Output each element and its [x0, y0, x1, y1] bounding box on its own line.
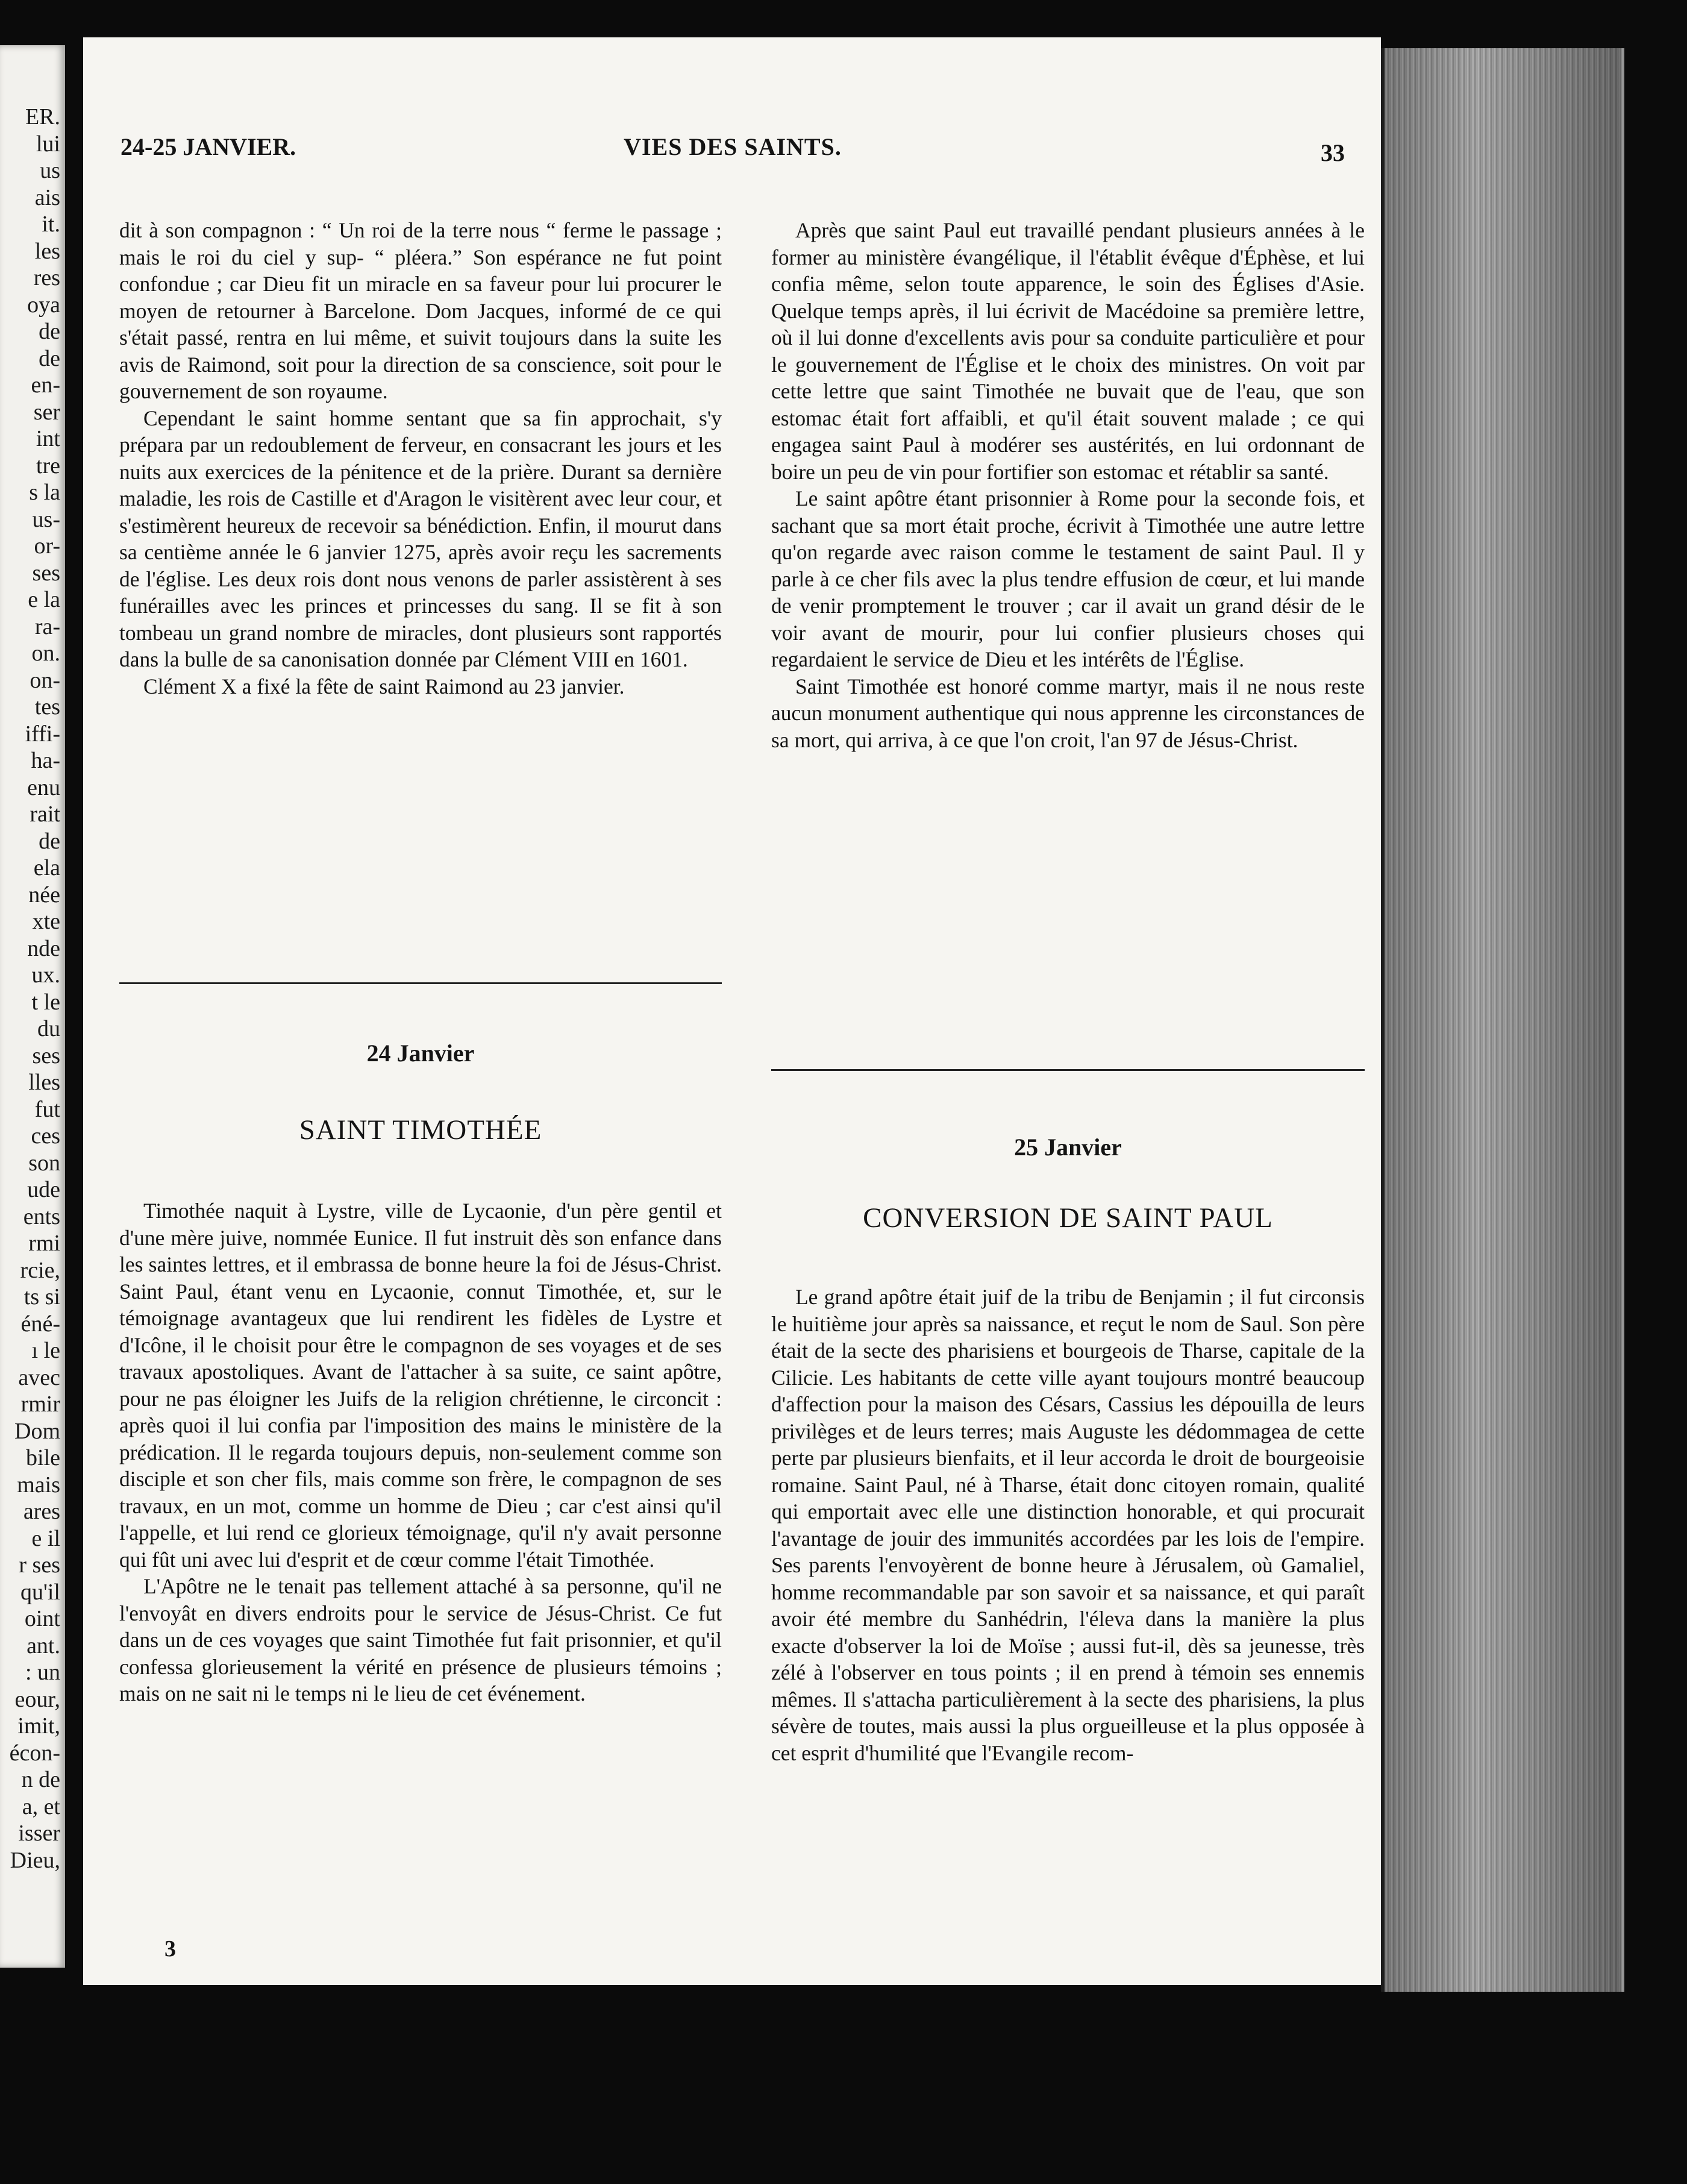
previous-page-fragment: ela — [33, 855, 60, 880]
previous-page-fragment: lui — [36, 131, 60, 157]
previous-page-fragment: ents — [23, 1203, 60, 1229]
previous-page-fragment: avec — [18, 1364, 60, 1390]
previous-page-fragment: oya — [27, 292, 60, 318]
previous-page-fragment: rmi — [28, 1231, 60, 1256]
section-date: 24 Janvier — [366, 1040, 475, 1067]
previous-page-fragment: en- — [31, 372, 60, 398]
previous-page-fragment: ude — [27, 1177, 60, 1202]
book-page — [83, 37, 1381, 1985]
previous-page-fragment: lles — [28, 1070, 60, 1095]
previous-page-fragment: ais — [34, 184, 60, 210]
previous-page-fragment: les — [34, 238, 60, 264]
section-divider — [771, 1069, 1365, 1071]
previous-page-fragment: fut — [34, 1096, 60, 1122]
previous-page-fragment: ses — [32, 560, 60, 586]
left-column-continuation — [119, 217, 722, 700]
previous-page-fragment: Dieu, — [10, 1847, 60, 1873]
previous-page-fragment: or- — [34, 533, 60, 559]
signature-mark: 3 — [164, 1936, 176, 1962]
paragraph: L'Apôtre ne le tenait pas tellement attaché à sa personne, qu'il ne l'envoyât en divers endroits pour le service de Jésus-Christ. Ce fut dans un de ces voyages que saint Timothée fut fait prisonnier, et qu'il confessa glorieusement la vérité en présence de plusieurs témoins ; mais on ne sait ni le temps ni le lieu de cet événement. — [119, 1574, 722, 1705]
previous-page-fragment: ER. — [25, 104, 60, 130]
previous-page-fragment: it. — [42, 212, 60, 237]
paragraph: Clément X a fixé la fête de saint Raimond au 23 janvier. — [143, 674, 625, 698]
previous-page-fragment: de — [39, 319, 60, 344]
previous-page-fragment: qu'il — [20, 1579, 60, 1605]
previous-page-fragment: enu — [27, 774, 60, 800]
previous-page-fragment: rmir — [20, 1392, 60, 1417]
book-page-edge-shade — [1381, 48, 1621, 1992]
previous-page-fragment: e il — [31, 1525, 60, 1551]
previous-page-fragment: ser — [33, 399, 60, 425]
header-dates: 24-25 JANVIER. — [120, 133, 296, 160]
previous-page-fragment: imit, — [17, 1713, 60, 1739]
previous-page-fragment: nde — [27, 935, 60, 961]
previous-page-fragment: oint — [24, 1606, 60, 1631]
left-column-body — [119, 1197, 722, 1707]
section-date: 25 Janvier — [1014, 1134, 1122, 1161]
section-title: SAINT TIMOTHÉE — [299, 1114, 542, 1146]
right-column-body — [771, 1284, 1365, 1766]
paragraph: Cependant le saint homme sentant que sa fin approchait, s'y prépara par un redoublement de ferveur, en consacrant les jours et les nuits aux exercices de la pénitence et de la prière. Durant sa dernière maladie, les rois de Castille et d'Aragon le visitèrent avec leur cour, et s'estimèrent heureux de recevoir sa bénédiction. Enfin, il mourut dans sa centième année le 6 janvier 1275, après avoir reçu les sacrements de l'église. Les deux rois dont nous venons de parler assistèrent à ses funérailles avec les princes et princesses du sang. Il se fit à son tombeau un grand nombre de miracles, dont plusieurs sont rapportés dans la bulle de sa canonisation donnée par Clément VIII en 1601. — [119, 406, 722, 671]
previous-page-fragment: s la — [29, 480, 60, 505]
previous-page-fragment: res — [33, 265, 60, 290]
previous-page-fragment: de — [39, 345, 60, 371]
previous-page-fragment: int — [36, 426, 60, 451]
previous-page-fragment: tre — [36, 453, 60, 479]
previous-page-fragment: tes — [34, 694, 60, 720]
paragraph: Le saint apôtre étant prisonnier à Rome pour la seconde fois, et sachant que sa mort était proche, écrivit à Timothée une autre lettre qu'on regarde avec raison comme le testament de saint Paul. Il y parle à ce cher fils avec la plus tendre effusion de cœur, et lui mande de venir promptement le trouver ; car il avait un grand désir de le voir avant de mourir, pour lui confier plusieurs choses qui regardaient le service de Dieu et les intérêts de l'Église. — [771, 486, 1365, 671]
previous-page-fragment: t le — [31, 989, 60, 1015]
previous-page-fragment: eour, — [14, 1686, 60, 1712]
previous-page-fragment: de — [39, 828, 60, 854]
previous-page-fragment: du — [37, 1016, 60, 1041]
header-title: VIES DES SAINTS. — [624, 133, 842, 160]
previous-page-fragment: r ses — [19, 1552, 60, 1578]
previous-page-fragment: ts si — [23, 1284, 60, 1310]
right-column-continuation — [771, 217, 1365, 753]
section-title: CONVERSION DE SAINT PAUL — [863, 1202, 1273, 1234]
previous-page-fragment: : un — [25, 1660, 60, 1685]
paragraph: Timothée naquit à Lystre, ville de Lycaonie, d'un père gentil et d'une mère juive, nommée Eunice. Il fut instruit dès son enfance dans les saintes lettres, et il embrassa de bonne heure la foi de Jésus-Christ. Saint Paul, étant venu en Lycaonie, connut Timothée, et, sur le témoignage avantageux que lui rendirent les fidèles de Lystre et d'Icône, il le choisit pour être le compagnon de ses voyages et de ses travaux apostoliques. Avant de l'attacher à sa suite, ce saint apôtre, pour ne pas éloigner les Juifs de la religion chrétienne, le circoncit : après quoi il lui confia par l'imposition des mains le ministère de la prédication. Il le regarda toujours depuis, non-seulement comme son disciple et son cher fils, mais comme son frère, le compagnon de ses travaux, en un mot, comme un homme de Dieu ; car c'est ainsi qu'il l'appelle, et lui rend ce glorieux témoignage, qu'il n'y avait personne qui fût uni avec lui d'esprit et de cœur comme l'était Timothée. — [119, 1199, 722, 1572]
previous-page-fragment: éné- — [20, 1311, 60, 1337]
previous-page-fragment: ha- — [31, 748, 60, 773]
previous-page-edge — [0, 45, 65, 1968]
previous-page-fragment: ux. — [31, 962, 60, 988]
paragraph: Saint Timothée est honoré comme martyr, mais il ne nous reste aucun monument authentique qui nous apprenne les circonstances de sa mort, qui arriva, à ce que l'on croit, l'an 97 de Jésus-Christ. — [771, 674, 1365, 752]
previous-page-fragment: rait — [30, 802, 60, 827]
previous-page-fragment: ant. — [27, 1633, 60, 1658]
previous-page-fragment: ces — [31, 1123, 60, 1149]
previous-page-fragment: née — [28, 882, 60, 908]
previous-page-fragment: on- — [30, 667, 60, 693]
previous-page-fragment: us — [40, 158, 60, 183]
paragraph: dit à son compagnon : “ Un roi de la terre nous “ ferme le passage ; mais le roi du ciel y sup- “ pléera.” Son espérance ne fut point confondue ; car Dieu fit un miracle en sa faveur pour lui procurer le moyen de retourner à Barcelone. Dom Jacques, informé de ce qui s'était passé, rentra en lui même, et suivit toujours dans la suite les avis de Raimond, soit pour la direction de sa conscience, soit pour le gouvernement de son royaume. — [119, 218, 722, 403]
previous-page-fragment: son — [28, 1150, 60, 1176]
page-number: 33 — [1321, 139, 1345, 166]
previous-page-fragment: a, et — [22, 1793, 60, 1819]
previous-page-fragment: Dom — [14, 1418, 60, 1444]
previous-page-fragment: rcie, — [20, 1257, 60, 1283]
paragraph: Après que saint Paul eut travaillé pendant plusieurs années à le former au ministère évangélique, il l'établit évêque d'Éphèse, et lui confia même, selon toute apparence, le soin des Églises d'Asie. Quelque temps après, il lui écrivit de Macédoine sa première lettre, où il lui donne d'excellents avis pour sa conduite particulière et pour le gouvernement de l'Église et le choix des ministres. On voit par cette lettre que saint Timothée ne buvait que de l'eau, que son estomac était fort affaibli, et qu'il était souvent malade ; ce qui engagea saint Paul à modérer ses austérités, en lui ordonnant de boire un peu de vin pour fortifier son estomac et rétablir sa santé. — [771, 218, 1365, 484]
previous-page-fragment: e la — [28, 587, 60, 612]
previous-page-fragment: ı le — [31, 1338, 60, 1363]
previous-page-fragment: bile — [26, 1445, 60, 1470]
previous-page-fragment: ses — [32, 1043, 60, 1068]
running-header — [120, 133, 1345, 169]
paragraph: Le grand apôtre était juif de la tribu de Benjamin ; il fut circonsis le huitième jour après sa naissance, et reçut le nom de Saul. Son père était de la secte des pharisiens et bourgeois de Tharse, capitale de la Cilicie. Les habitants de cette ville ayant toujours montré beaucoup d'affection pour la maison des Césars, Cassius les dépouilla de leurs privilèges et de leurs terres; mais Auguste les dédommagea de cette perte par plusieurs bienfaits, et il leur accorda le droit de bourgeoisie romaine. Saint Paul, né à Tharse, était donc citoyen romain, qualité qui emportait avec elle une distinction honorable, et qui procurait l'avantage de jouir des immunités accordées par les lois de l'empire. Ses parents l'envoyèrent de bonne heure à Jérusalem, où Gamaliel, homme recommandable par son savoir et sa naissance, et qui paraît avoir été membre du Sanhédrin, l'éleva dans la manière la plus exacte d'observer la loi de Moïse ; aussi fut-il, dès sa jeunesse, très zélé à l'observer en tous points ; il en prend à témoin ses ennemis mêmes. Il s'attacha particulièrement à la secte des pharisiens, la plus sévère de toutes, mais aussi la plus orgueilleuse et la plus opposée à cet esprit d'humilité que l'Evangile recom- — [771, 1285, 1365, 1765]
previous-page-fragment: écon- — [9, 1740, 60, 1766]
previous-page-fragment: iffi- — [25, 721, 60, 747]
previous-page-fragment: on. — [31, 641, 60, 666]
previous-page-fragment: n de — [21, 1767, 60, 1792]
previous-page-fragment: ares — [23, 1499, 60, 1524]
previous-page-fragment: us- — [32, 506, 60, 532]
section-divider — [119, 982, 722, 984]
previous-page-fragment: ra- — [34, 613, 60, 639]
previous-page-fragment: mais — [17, 1472, 60, 1498]
previous-page-fragment: xte — [32, 909, 60, 934]
previous-page-fragment: isser — [18, 1821, 60, 1846]
